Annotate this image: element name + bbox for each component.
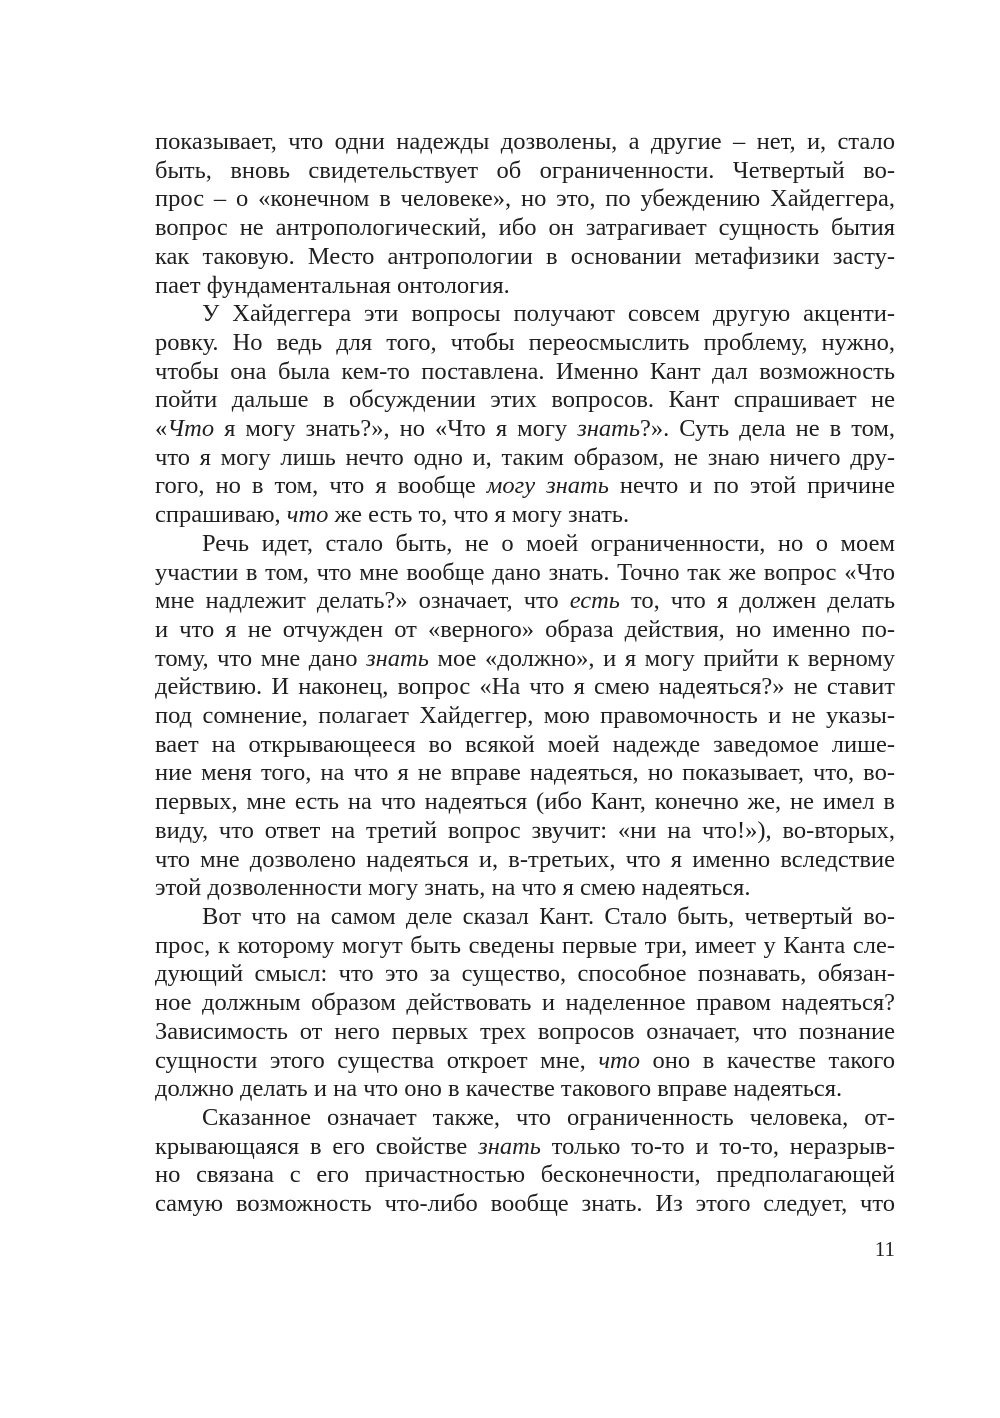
- text-line: [155, 932, 895, 961]
- text-run: пает фундаментальная онтология.: [155, 271, 510, 299]
- text-run: что я могу лишь нечто одно и, таким образом, не знаю ничего дру-: [155, 443, 895, 471]
- paragraph: [155, 128, 895, 300]
- text-line: [155, 702, 895, 731]
- text-run: же есть то, что я могу знать.: [328, 501, 630, 529]
- text-run: мне надлежит делать?» означает, что: [155, 587, 570, 615]
- page-number: 11: [874, 1237, 895, 1261]
- text-run: Речь идет, стало быть, не о моей ограниченности, но о моем: [202, 529, 895, 557]
- text-line: [155, 1190, 895, 1219]
- text-line: [155, 415, 895, 444]
- text-line: [155, 472, 895, 501]
- italic-text: что: [598, 1046, 640, 1074]
- text-run: тому, что мне дано: [155, 644, 367, 672]
- text-line: [155, 846, 895, 875]
- text-line: [155, 788, 895, 817]
- text-line: [155, 329, 895, 358]
- text-run: нечто и по этой причине: [608, 472, 895, 500]
- text-run: я могу знать?», но «Что я могу: [214, 415, 578, 443]
- text-line: [155, 731, 895, 760]
- text-run: но связана с его причастностью бесконечности, предполагающей: [155, 1161, 895, 1189]
- text-run: пойти дальше в обсуждении этих вопросов. Кант спрашивает не: [155, 386, 895, 414]
- text-line: [155, 214, 895, 243]
- text-line: [155, 960, 895, 989]
- text-line: [155, 1047, 895, 1076]
- text-line: [155, 1161, 895, 1190]
- text-line: [155, 587, 895, 616]
- paragraph: [155, 300, 895, 530]
- text-run: и что я не отчужден от «верного» образа действия, но именно по-: [155, 615, 895, 643]
- italic-text: знать: [478, 1132, 541, 1160]
- text-run: чтобы она была кем-то поставлена. Именно Кант дал возможность: [155, 357, 895, 385]
- text-run: ное должным образом действовать и наделенное правом надеяться?: [155, 989, 895, 1017]
- text-line: [155, 501, 895, 530]
- text-line: [155, 185, 895, 214]
- text-run: прос, к которому могут быть сведены первые три, имеет у Канта сле-: [155, 931, 895, 959]
- text-line: [155, 989, 895, 1018]
- text-line: [155, 1075, 895, 1104]
- text-run: действию. И наконец, вопрос «На что я смею надеяться?» не ставит: [155, 673, 895, 701]
- text-run: Вот что на самом деле сказал Кант. Стало быть, четвертый во-: [202, 902, 895, 930]
- text-line: [155, 645, 895, 674]
- italic-text: что: [286, 501, 329, 529]
- text-line: [155, 530, 895, 559]
- body-text: [155, 128, 895, 1219]
- text-run: участии в том, что мне вообще дано знать. Точно так же вопрос «Что: [155, 558, 895, 586]
- text-run: ?». Суть дела не в том,: [640, 415, 895, 443]
- text-line: [155, 874, 895, 903]
- text-run: У Хайдеггера эти вопросы получают совсем другую акценти-: [202, 300, 895, 328]
- text-run: то, что я должен делать: [619, 587, 895, 615]
- text-line: [155, 759, 895, 788]
- text-run: мое «должно», и я могу прийти к верному: [428, 644, 895, 672]
- text-line: [155, 616, 895, 645]
- text-run: этой дозволенности могу знать, на что я смею надеяться.: [155, 874, 751, 902]
- text-run: спрашиваю,: [155, 501, 287, 529]
- text-run: только то-то и то-то, неразрыв-: [540, 1132, 896, 1160]
- paragraph: [155, 903, 895, 1104]
- text-line: [155, 903, 895, 932]
- text-run: должно делать и на что оно в качестве такового вправе надеяться.: [155, 1075, 843, 1103]
- text-run: показывает, что одни надежды дозволены, а другие – нет, и, стало: [155, 128, 895, 155]
- text-run: быть, вновь свидетельствует об ограниченности. Четвертый во-: [155, 156, 895, 184]
- text-line: [155, 300, 895, 329]
- text-run: вопрос не антропологический, ибо он затрагивает сущность бытия: [155, 214, 895, 242]
- text-run: сущности этого существа откроет мне,: [155, 1046, 599, 1074]
- italic-text: знать: [366, 644, 429, 672]
- text-run: что мне дозволено надеяться и, в-третьих, что я именно вследствие: [155, 845, 895, 873]
- paragraph: [155, 1104, 895, 1219]
- text-line: [155, 1104, 895, 1133]
- text-run: вает на открывающееся во всякой моей надежде заведомое лише-: [155, 730, 895, 758]
- paragraph: [155, 530, 895, 903]
- text-run: как таковую. Место антропологии в основании метафизики засту-: [155, 242, 895, 270]
- text-line: [155, 243, 895, 272]
- text-run: виду, что ответ на третий вопрос звучит: «ни на что!»), во-вторых,: [155, 816, 895, 844]
- text-run: первых, мне есть на что надеяться (ибо Кант, конечно же, не имел в: [155, 788, 895, 816]
- text-line: [155, 817, 895, 846]
- text-run: под сомнение, полагает Хайдеггер, мою правомочность и не указы-: [155, 702, 895, 730]
- italic-text: могу знать: [486, 472, 609, 500]
- text-line: [155, 272, 895, 301]
- text-line: [155, 1133, 895, 1162]
- text-run: самую возможность что-либо вообще знать. Из этого следует, что: [155, 1190, 895, 1218]
- text-run: ние меня того, на что я не вправе надеяться, но показывает, что, во-: [155, 759, 895, 787]
- italic-text: есть: [569, 587, 620, 615]
- text-run: Зависимость от него первых трех вопросов означает, что познание: [155, 1017, 895, 1045]
- text-line: [155, 444, 895, 473]
- text-line: [155, 1018, 895, 1047]
- text-run: Сказанное означает также, что ограниченность человека, от-: [202, 1103, 895, 1131]
- italic-text: Что: [167, 415, 215, 443]
- text-run: оно в качестве такого: [639, 1046, 895, 1074]
- text-run: ровку. Но ведь для того, чтобы переосмыслить проблему, нужно,: [155, 328, 895, 356]
- text-line: [155, 358, 895, 387]
- text-run: прос – о «конечном в человеке», но это, по убеждению Хайдеггера,: [155, 185, 895, 213]
- text-run: «: [155, 415, 168, 443]
- text-line: [155, 157, 895, 186]
- italic-text: знать: [577, 415, 640, 443]
- text-run: крывающаяся в его свойстве: [155, 1132, 479, 1160]
- text-line: [155, 559, 895, 588]
- text-run: дующий смысл: что это за существо, способное познавать, обязан-: [155, 960, 895, 988]
- text-line: [155, 128, 895, 157]
- text-line: [155, 673, 895, 702]
- text-run: гого, но в том, что я вообще: [155, 472, 487, 500]
- text-line: [155, 386, 895, 415]
